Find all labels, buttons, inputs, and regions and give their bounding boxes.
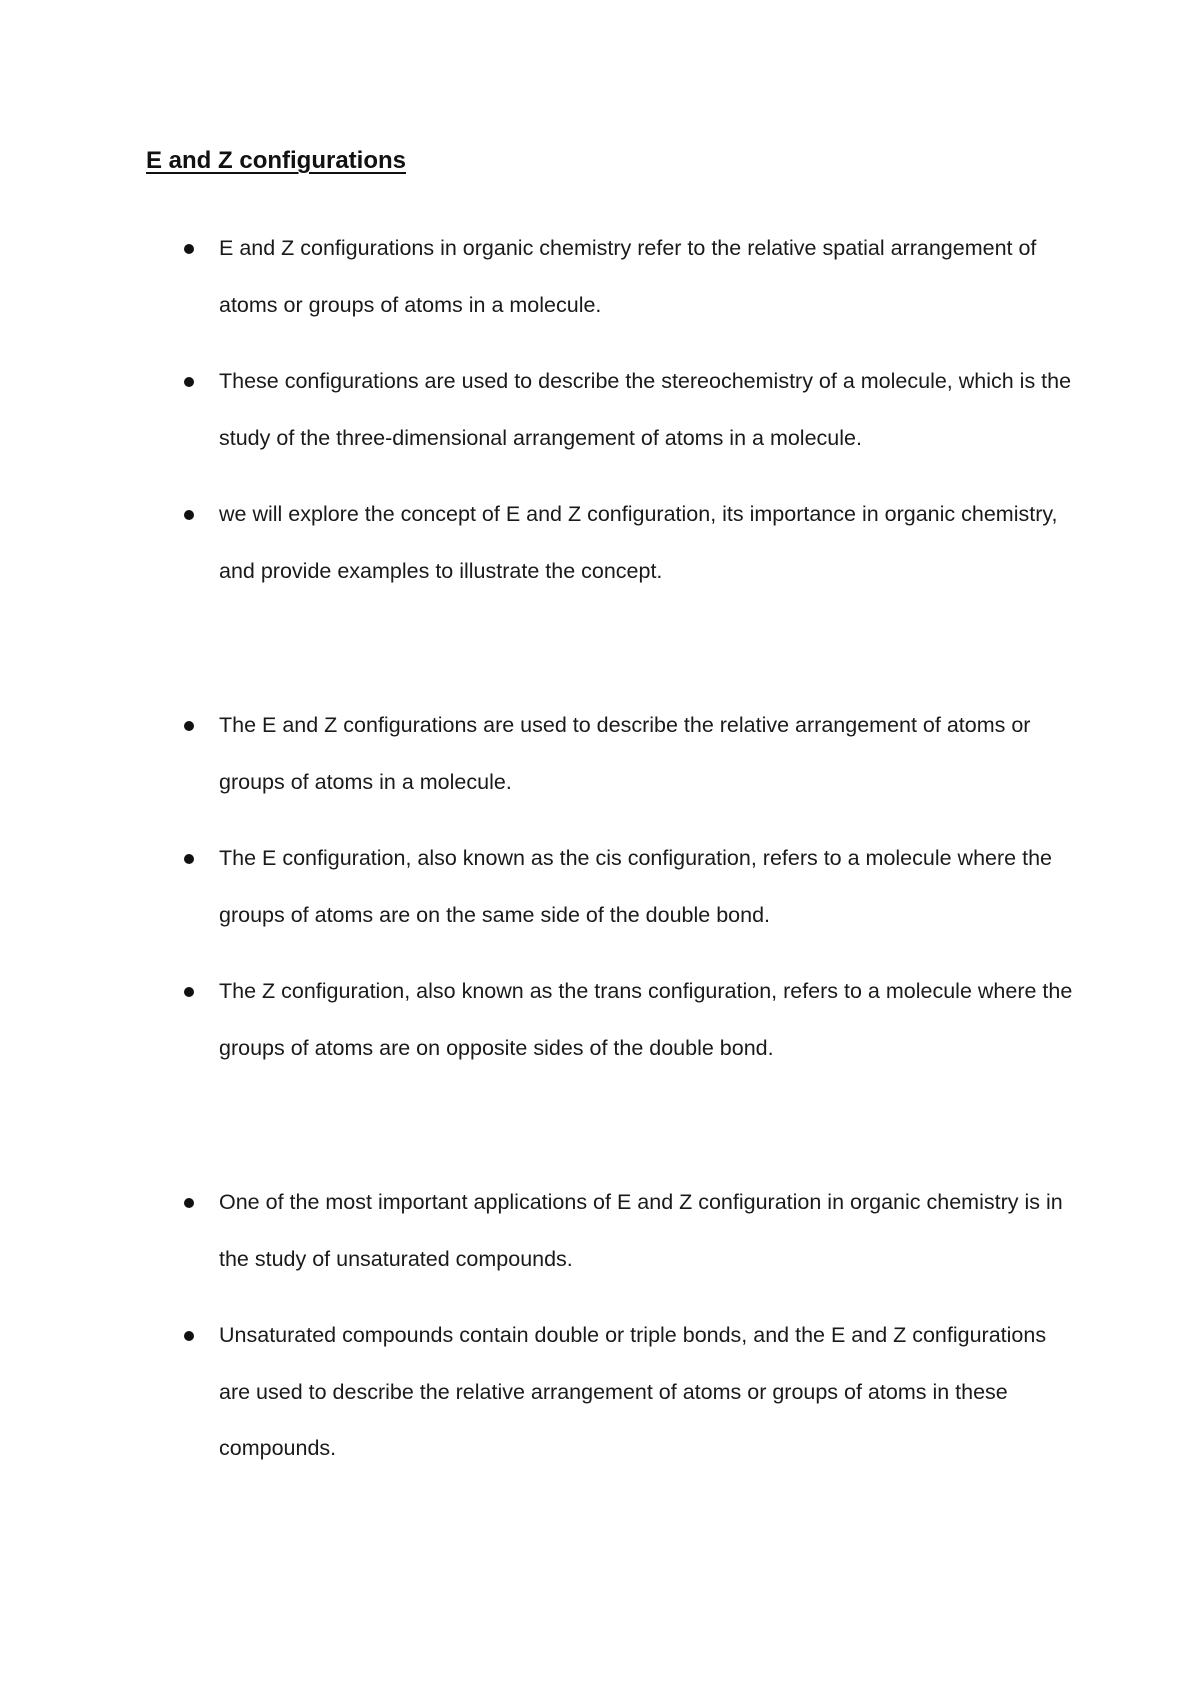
bullet-text: These configurations are used to describe the stereochemistry of a molecule, which is the study of the three-dimensional arrangement of atoms in a molecule. xyxy=(219,369,1072,450)
bullet-text: The E configuration, also known as the cis configuration, refers to a molecule where the groups of atoms are on the same side of the double bond. xyxy=(219,846,1052,927)
bullet-group-3 xyxy=(146,1174,1080,1477)
bullet-item xyxy=(146,486,1080,599)
bullet-text: E and Z configurations in organic chemistry refer to the relative spatial arrangement of atoms or groups of atoms in a molecule. xyxy=(219,236,1037,317)
bullet-text: The E and Z configurations are used to describe the relative arrangement of atoms or groups of atoms in a molecule. xyxy=(219,713,1031,794)
bullet-text: we will explore the concept of E and Z configuration, its importance in organic chemistry, and provide examples to illustrate the concept. xyxy=(219,502,1058,583)
bullet-text: The Z configuration, also known as the trans configuration, refers to a molecule where the groups of atoms are on opposite sides of the double bond. xyxy=(219,979,1073,1060)
bullet-dot-icon xyxy=(184,244,194,254)
bullet-text: One of the most important applications of E and Z configuration in organic chemistry is in the study of unsaturated compounds. xyxy=(219,1190,1063,1271)
document-title: E and Z configurations xyxy=(146,147,407,174)
bullet-dot-icon xyxy=(184,854,194,864)
bullet-dot-icon xyxy=(184,510,194,520)
bullet-group-2 xyxy=(146,697,1080,1076)
bullet-dot-icon xyxy=(184,987,194,997)
bullet-dot-icon xyxy=(184,1198,194,1208)
bullet-item xyxy=(146,963,1080,1076)
bullet-item xyxy=(146,697,1080,810)
bullet-group-1 xyxy=(146,220,1080,599)
bullet-item xyxy=(146,220,1080,333)
bullet-item xyxy=(146,353,1080,466)
bullet-dot-icon xyxy=(184,1331,194,1341)
bullet-item xyxy=(146,830,1080,943)
bullet-dot-icon xyxy=(184,377,194,387)
bullet-dot-icon xyxy=(184,721,194,731)
bullet-text: Unsaturated compounds contain double or triple bonds, and the E and Z configurations are used to describe the relative arrangement of atoms or groups of atoms in these compounds. xyxy=(219,1323,1047,1460)
bullet-item xyxy=(146,1307,1080,1477)
bullet-item xyxy=(146,1174,1080,1287)
